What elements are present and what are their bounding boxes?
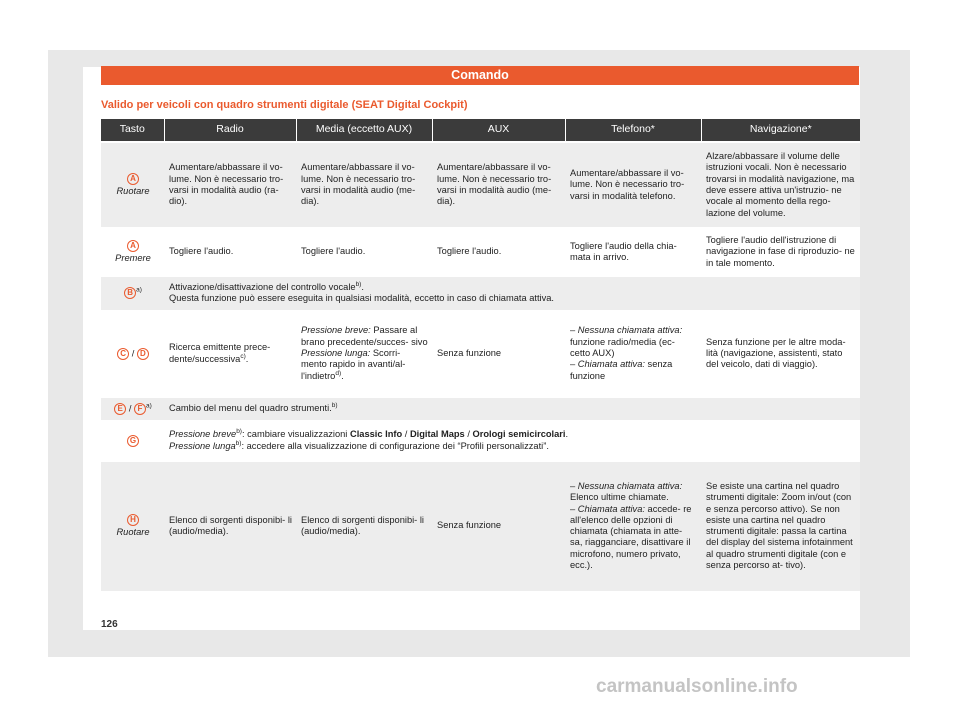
- cell-navigazione: Se esiste una cartina nel quadro strumenti digitale: Zoom in/out (con e senza percorso attivo). Se non esiste una cartina nel quadro strumenti digitale: passa la cartina del display del sistema infotainment al quadro strumenti digitale (con e senza percorso at- tivo).: [701, 461, 860, 591]
- option-classic-info: Classic Info: [349, 429, 403, 440]
- watermark: carmanualsonline.info: [596, 676, 798, 697]
- key-a-icon: A: [127, 240, 139, 252]
- tel-label1: Nessuna chiamata attiva:: [577, 480, 683, 491]
- table-row: [101, 421, 860, 461]
- media-lunga-label: Pressione lunga:: [301, 347, 371, 358]
- ef-text: Cambio del menu del quadro strumenti.: [169, 402, 332, 413]
- table-row: [101, 228, 860, 276]
- key-cell: [101, 397, 164, 421]
- media-end: .: [341, 370, 344, 381]
- cell-navigazione: Togliere l'audio dell'istruzione di navigazione in fase di riproduzio- ne in tale momento.: [701, 228, 860, 276]
- validity-note: Valido per veicoli con quadro strumenti digitale (SEAT Digital Cockpit): [101, 99, 468, 111]
- column-header-navigazione: Navigazione*: [701, 119, 860, 142]
- tel-text2: senza funzione: [570, 359, 673, 381]
- cell-g-description: [164, 421, 860, 461]
- cell-radio: Togliere l'audio.: [164, 228, 296, 276]
- key-h-icon: H: [127, 514, 139, 526]
- footnote-ref: c): [240, 352, 246, 360]
- key-action-label: Premere: [115, 252, 151, 263]
- dash: –: [570, 503, 576, 514]
- footnote-ref: b): [236, 428, 242, 436]
- controls-table: [101, 119, 860, 591]
- column-header-radio: Radio: [164, 119, 296, 142]
- radio-end: .: [245, 353, 249, 364]
- column-header-tasto: Tasto: [101, 119, 164, 142]
- g-breve-text: : cambiare visualizzazioni: [241, 429, 348, 440]
- key-g-icon: G: [127, 435, 139, 447]
- cell-telefono: [565, 461, 701, 591]
- key-cell: [101, 276, 164, 311]
- cell-telefono: [565, 311, 701, 397]
- key-c-icon: C: [117, 348, 129, 360]
- table-row: [101, 461, 860, 591]
- footnote-ref: b): [355, 280, 362, 288]
- dash: –: [570, 480, 576, 491]
- cell-navigazione: Alzare/abbassare il volume delle istruzioni vocali. Non è necessario trovarsi in modalità navigazione, ma deve essere attiva un'istruzio- ne vocale al momento della rego- lazione del volume.: [701, 142, 860, 228]
- cell-aux: Senza funzione: [432, 461, 565, 591]
- key-cell: [101, 421, 164, 461]
- tel-text1: funzione radio/media (ec- cetto AUX): [570, 336, 675, 358]
- media-lunga-text: Scorri- mento rapido in avanti/al- l'indietro: [301, 347, 406, 381]
- dash: –: [570, 359, 576, 370]
- column-header-media: Media (eccetto AUX): [296, 119, 432, 142]
- cell-radio: [164, 311, 296, 397]
- g-lunga-text: : accedere alla visualizzazione di configurazione dei “Profili personalizzati”.: [241, 440, 549, 451]
- media-breve-text: Passare al brano precedente/succes- sivo: [301, 325, 428, 347]
- section-title: Comando: [101, 66, 859, 85]
- b-line2: Questa funzione può essere eseguita in qualsiasi modalità, eccetto in caso di chiamata attiva.: [169, 293, 555, 304]
- cell-b-description: [164, 276, 860, 311]
- table-row: [101, 276, 860, 311]
- radio-text: Ricerca emittente prece- dente/successiva: [169, 342, 271, 364]
- g-breve-label: Pressione breve: [169, 429, 237, 440]
- key-separator: /: [128, 403, 132, 414]
- footnote-ref: b): [235, 439, 242, 447]
- key-cell: [101, 311, 164, 397]
- column-header-aux: AUX: [432, 119, 565, 142]
- cell-media: Togliere l'audio.: [296, 228, 432, 276]
- cell-aux: Senza funzione: [432, 311, 565, 397]
- b-line1: Attivazione/disattivazione del controllo vocale: [169, 282, 356, 292]
- key-cell: [101, 142, 164, 228]
- table-row: [101, 142, 860, 228]
- cell-telefono: Togliere l'audio della chia- mata in arrivo.: [565, 228, 701, 276]
- key-action-label: Ruotare: [116, 526, 150, 537]
- media-breve-label: Pressione breve:: [301, 325, 371, 336]
- dash: –: [570, 325, 576, 336]
- table-row: [101, 311, 860, 397]
- tel-text1: Elenco ultime chiamate.: [570, 492, 669, 503]
- key-e-icon: E: [114, 403, 126, 415]
- option-separator: /: [404, 429, 408, 440]
- key-separator: /: [131, 348, 135, 359]
- table-header-row: [101, 119, 860, 142]
- key-d-icon: D: [137, 348, 149, 360]
- option-digital-maps: Digital Maps: [409, 429, 465, 440]
- cell-ef-description: [164, 397, 860, 421]
- cell-media: Aumentare/abbassare il vo- lume. Non è necessario tro- varsi in modalità audio (me- dia).: [296, 142, 432, 228]
- tel-label2: Chiamata attiva:: [577, 359, 645, 370]
- column-header-telefono: Telefono*: [565, 119, 701, 142]
- b-line1-end: .: [361, 282, 364, 292]
- tel-label1: Nessuna chiamata attiva:: [577, 325, 683, 336]
- tel-label2: Chiamata attiva:: [577, 503, 645, 514]
- footnote-ref: a): [136, 286, 142, 294]
- cell-aux: Aumentare/abbassare il vo- lume. Non è necessario tro- varsi in modalità audio (me- dia).: [432, 142, 565, 228]
- cell-aux: Togliere l'audio.: [432, 228, 565, 276]
- cell-telefono: Aumentare/abbassare il vo- lume. Non è necessario tro- varsi in modalità telefono.: [565, 142, 701, 228]
- footnote-ref: d): [335, 369, 342, 377]
- table-row: [101, 397, 860, 421]
- footnote-ref: a): [146, 401, 152, 409]
- g-lunga-label: Pressione lunga: [169, 440, 236, 451]
- option-orologi: Orologi semicircolari: [472, 429, 566, 440]
- key-b-icon: B: [124, 287, 136, 299]
- cell-media: Elenco di sorgenti disponibi- li (audio/media).: [296, 461, 432, 591]
- key-cell: [101, 461, 164, 591]
- key-cell: [101, 228, 164, 276]
- page-number: 126: [101, 619, 118, 630]
- cell-media: [296, 311, 432, 397]
- g-breve-end: .: [565, 429, 569, 440]
- key-action-label: Ruotare: [116, 185, 150, 196]
- cell-radio: Aumentare/abbassare il vo- lume. Non è necessario tro- varsi in modalità audio (ra- dio).: [164, 142, 296, 228]
- cell-navigazione: Senza funzione per le altre moda- lità (navigazione, assistenti, stato del veicolo, dati di viaggio).: [701, 311, 860, 397]
- key-f-icon: F: [134, 403, 146, 415]
- key-a-icon: A: [127, 173, 139, 185]
- tel-text2: accede- re all'elenco delle opzioni di chiamata (chiamata in atte- sa, riagganciare, disattivare il microfono, numero privato, ecc.).: [570, 503, 692, 570]
- footnote-ref: b): [331, 401, 338, 409]
- option-separator: /: [467, 429, 470, 440]
- cell-radio: Elenco di sorgenti disponibi- li (audio/media).: [164, 461, 296, 591]
